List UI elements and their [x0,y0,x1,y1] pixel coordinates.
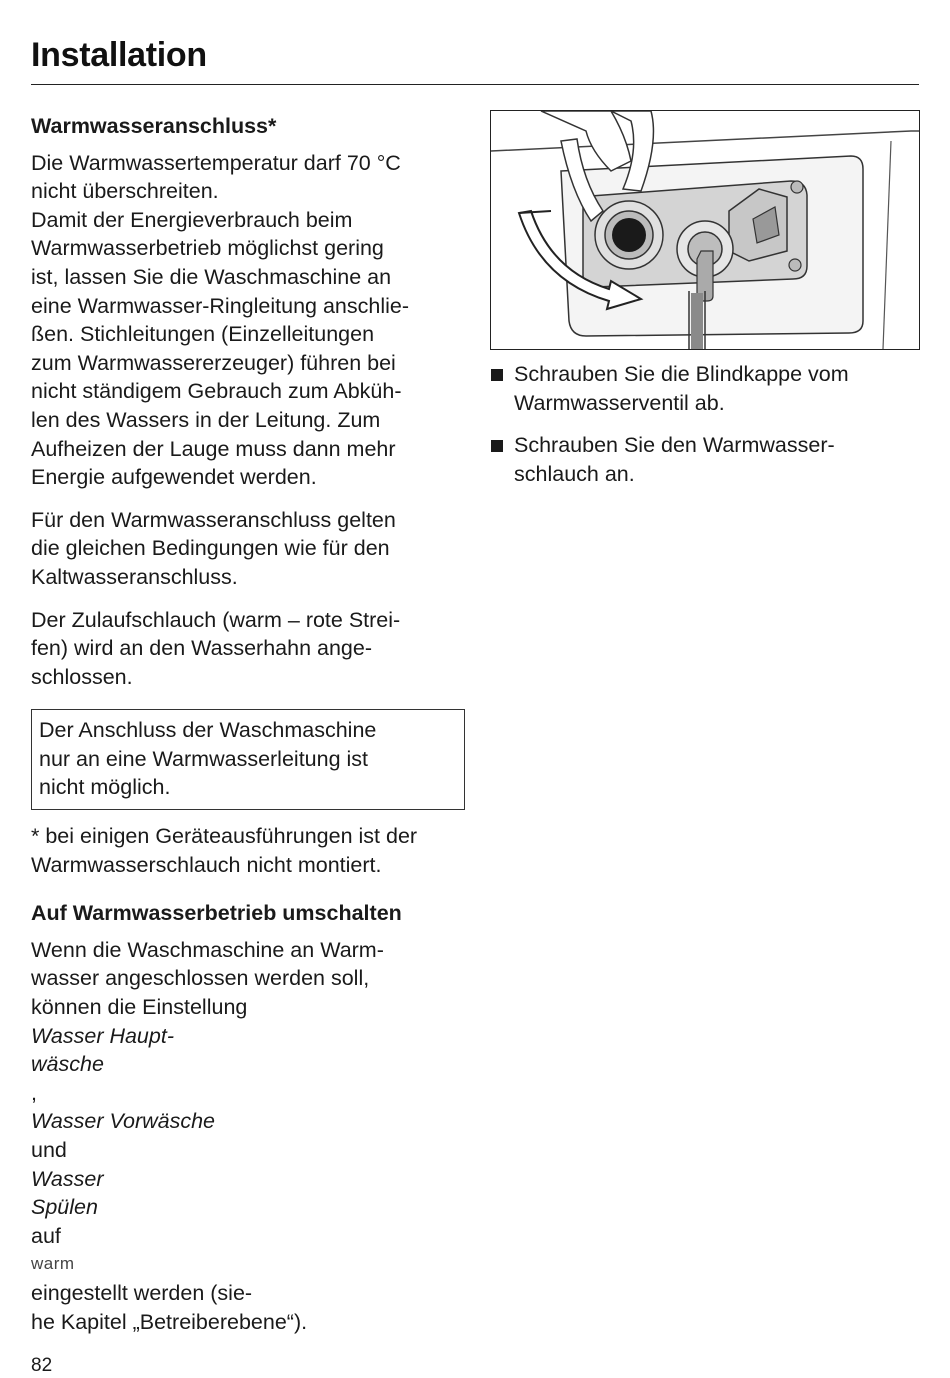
footnote [31,822,467,879]
right-column [490,110,920,502]
setting-name: Spülen [31,1195,98,1220]
text-line [31,1193,467,1307]
text-line: nicht möglich. [39,775,171,800]
text-line: nicht ständigem Gebrauch zum Abküh- [31,379,402,404]
text-line: Wenn die Waschmaschine an Warm- [31,937,384,962]
text-line: nur an eine Warmwasserleitung ist [39,746,369,771]
text-line: schlossen. [31,664,133,689]
paragraph-conditions [31,506,467,592]
instruction-step [490,360,920,417]
text-line: Schrauben Sie die Blindkappe vom [514,362,849,386]
bullet-square-icon [491,440,503,452]
valve-illustration [490,110,920,350]
setting-name: Wasser [31,1166,104,1191]
text-run: können die Einstellung [31,995,248,1020]
text-line: zum Warmwassererzeuger) führen bei [31,350,396,375]
text-line [31,1050,467,1193]
text-line: ist, lassen Sie die Waschmaschine an [31,264,392,289]
text-run: auf [31,1223,61,1248]
text-line: Die Warmwassertemperatur darf 70 °C [31,150,401,175]
text-line: eine Warmwasser-Ringleitung anschlie- [31,293,409,318]
bullet-square-icon [491,369,503,381]
left-column [31,110,467,1350]
text-line: * bei einigen Geräteausführungen ist der [31,824,418,849]
text-line: Energie aufgewendet werden. [31,465,317,490]
paragraph-switch-mode [31,936,467,1336]
text-line: nicht überschreiten. [31,179,219,204]
text-run: , [31,1080,37,1105]
setting-name: Wasser Vorwäsche [31,1109,216,1134]
text-line: Warmwasserbetrieb möglichst gering [31,236,384,261]
text-line: schlauch an. [514,461,635,486]
text-line: Warmwasserventil ab. [514,390,725,415]
text-line: Der Zulaufschlauch (warm – rote Strei- [31,607,401,632]
text-line: fen) wird an den Wasserhahn ange- [31,636,373,661]
text-line: Schrauben Sie den Warmwasser- [514,433,835,458]
text-run: eingestellt werden (sie- [31,1280,253,1305]
paragraph-inlet-hose [31,606,467,692]
text-line: wasser angeschlossen werden soll, [31,966,370,991]
section-heading-switch-mode: Auf Warmwasserbetrieb umschalten [31,901,402,926]
text-line: Der Anschluss der Waschmaschine [39,718,377,743]
notice-box [31,709,465,810]
page-title: Installation [31,36,207,74]
title-divider [31,84,919,85]
text-line: Warmwasserschlauch nicht montiert. [31,852,382,877]
text-line: len des Wassers in der Leitung. Zum [31,407,381,432]
instruction-step [490,431,920,488]
display-value: warm [31,1254,75,1274]
section-heading-hot-water: Warmwasseranschluss* [31,114,277,138]
setting-name: wäsche [31,1052,104,1077]
text-line: Für den Warmwasseranschluss gelten [31,507,396,532]
text-line: Kaltwasseranschluss. [31,564,238,589]
page-number: 82 [31,1355,53,1376]
text-line: die gleichen Bedingungen wie für den [31,536,390,561]
text-line: Aufheizen der Lauge muss dann mehr [31,436,396,461]
text-line: ßen. Stichleitungen (Einzelleitungen [31,322,375,347]
text-line: he Kapitel „Betreiberebene“). [31,1309,308,1334]
text-line [31,993,467,1050]
text-run: und [31,1138,67,1162]
paragraph-temperature [31,149,467,492]
text-line: Damit der Energieverbrauch beim [31,207,353,232]
setting-name: Wasser Haupt- [31,1023,174,1048]
